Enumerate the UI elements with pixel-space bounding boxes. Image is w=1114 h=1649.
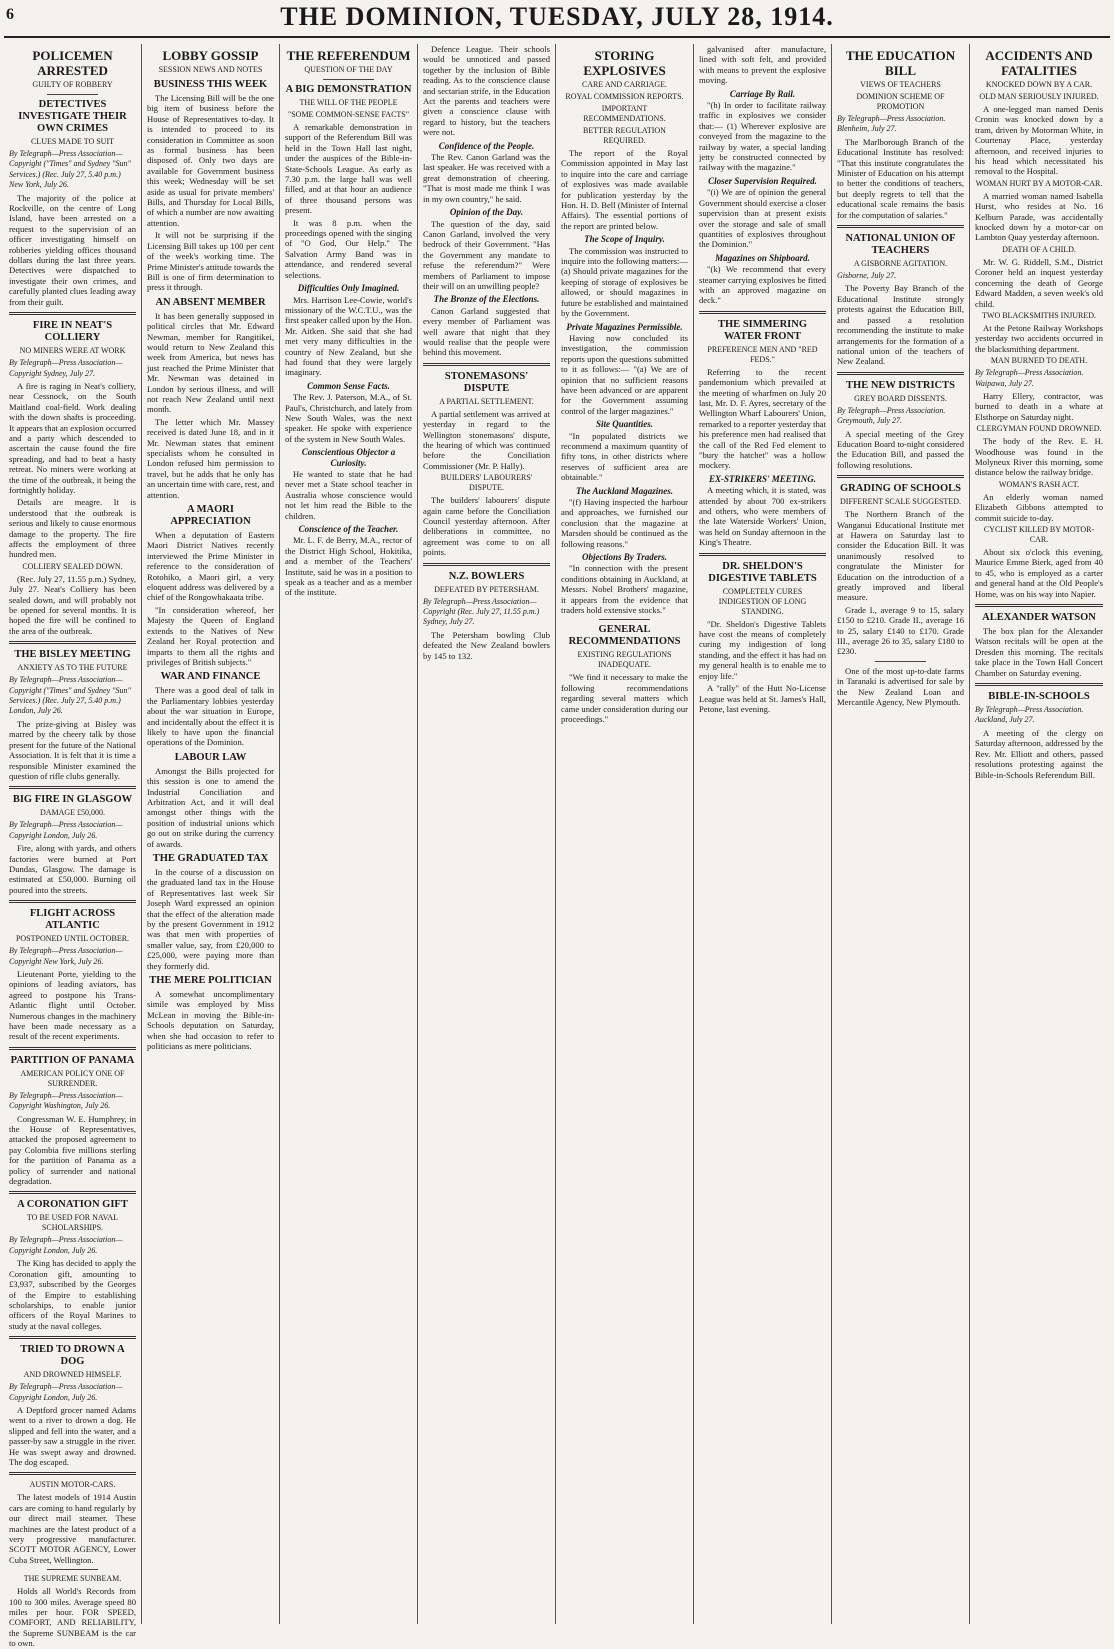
masthead-rule bbox=[4, 36, 1110, 38]
divider bbox=[47, 94, 98, 95]
article-paragraph: There was a good deal of talk in the Parliamentary lobbies yesterday about the war situation in Europe, and incidentally about the effect it is likely to have upon the financial operations of the Dominion. bbox=[147, 685, 274, 748]
subheadline: A GISBORNE AGITATION. bbox=[853, 259, 948, 269]
article-paragraph: The commission was instructed to inquire into the following matters:— (a) Should private magazines for the keeping of storage of explosives be allowed, or should magazines in future be established and maintained by the Government. bbox=[561, 245, 688, 319]
divider bbox=[9, 641, 136, 644]
article-paragraph: The Rev. J. Paterson, M.A., of St. Paul's, Christchurch, and lately from New South Wales, was the next speaker. He spoke with experience of the system in New South Wales. bbox=[285, 392, 412, 444]
divider bbox=[599, 619, 650, 620]
headline: DETECTIVES INVESTIGATE THEIR OWN CRIMES bbox=[18, 99, 127, 134]
article-paragraph: "In connection with the present conditions obtaining in Auckland, at Messrs. Nobel Brothers' magazine, it appears from the evidence that traders hold extensive stocks." bbox=[561, 563, 688, 616]
article-paragraph: A "rally" of the Hutt No-License League was held at St. James's Hall, Petone, last evening. bbox=[699, 683, 826, 714]
article-paragraph: The Rev. Canon Garland was the last speaker. He was received with a great demonstration of cheering. "That is most made me think I was in my own country," he said. bbox=[423, 152, 550, 204]
article-paragraph: "Dr. Sheldon's Digestive Tablets have cost the means of completely curing my indigestion of long standing, and the effect it has had on my general health is to enable me to enjoy life." bbox=[699, 618, 826, 681]
dateline: By Telegraph—Press Association—Copyright (Rec. July 27, 11.55 p.m.) Sydney, July 27. bbox=[423, 596, 540, 627]
divider bbox=[9, 312, 136, 315]
article-paragraph: Defence League. Their schools would be unnoticed and passed together by the inclusion of Bible reading. As to the conscience clause and sectarian strife, in the Education Act the parents and teachers were given a conscience clause with regard to history, but the teachers were not. bbox=[423, 44, 550, 138]
column-2 bbox=[142, 44, 280, 1624]
article-paragraph: Fire, along with yards, and others factories were burned at Port Dundas, Glasgow. The damage is estimated at £50,000. Burning oil poured into the streets. bbox=[9, 843, 136, 895]
divider bbox=[423, 363, 550, 366]
subheadline: TWO BLACKSMITHS INJURED. bbox=[982, 310, 1096, 320]
headline: BIBLE-IN-SCHOOLS bbox=[988, 691, 1090, 703]
article-paragraph: A meeting of the clergy on Saturday afternoon, addressed by the Rev. Mr. Elliott and others, passed resolutions protesting against the Bible-in-Schools Referendum Bill. bbox=[975, 727, 1103, 780]
headline: THE REFERENDUM bbox=[286, 48, 411, 63]
subheadline: AND DROWNED HIMSELF. bbox=[23, 1370, 122, 1380]
column-4 bbox=[418, 44, 556, 1624]
masthead bbox=[0, 0, 1114, 40]
subheadline: POSTPONED UNTIL OCTOBER. bbox=[15, 934, 130, 944]
section-heading: Private Magazines Permissible. bbox=[566, 321, 683, 332]
divider bbox=[9, 786, 136, 789]
article-paragraph: (Rec. July 27, 11.55 p.m.) Sydney, July 27. Neat's Colliery has been sealed down, and will probably not be opened for several months. It is hoped the fire will be confined to the area of the outbreak. bbox=[9, 573, 136, 636]
divider bbox=[875, 661, 926, 662]
article-paragraph: galvanised after manufacture, lined with soft felt, and provided with means to prevent the explosive moving. bbox=[699, 44, 826, 86]
advertisement-heading: AUSTIN MOTOR-CARS. bbox=[29, 1480, 116, 1490]
article-paragraph: The Marlborough Branch of the Educational Institute has resolved: "That this institute congratulates the Minister of Education on his attempt to better the conditions of teachers, but deeply regrets to tell that the educational scale remains the basis for the computation of salaries." bbox=[837, 136, 964, 220]
article-paragraph: A partial settlement was arrived at yesterday in regard to the Wellington stonemasons' dispute, the hearing of which was continued before the Conciliation Commissioner (Mr. P. Hally). bbox=[423, 408, 550, 471]
subheadline: AMERICAN POLICY ONE OF SURRENDER. bbox=[20, 1068, 125, 1088]
article-paragraph: Mrs. Harrison Lee-Cowie, world's missionary of the W.C.T.U., was the first speaker called upon by the Hon. Mr. Aitken. She said that she had met very many difficulties in the country of New Zealand, but she had found that they were largely imaginary. bbox=[285, 294, 412, 378]
newspaper-title: THE DOMINION, TUESDAY, JULY 28, 1914. bbox=[280, 2, 834, 31]
headline: THE MERE POLITICIAN bbox=[149, 975, 272, 987]
article-paragraph: The prize-giving at Bisley was marred by the cheery talk by those present for the future of the National Association. It is felt that it is time a responsible Minister examined the question of rifle clubs generally. bbox=[9, 718, 136, 781]
dateline: By Telegraph—Press Association. Blenheim, July 27. bbox=[837, 114, 946, 134]
subheadline: COLLIERY SEALED DOWN. bbox=[22, 561, 123, 571]
subheadline: QUESTION OF THE DAY bbox=[304, 65, 393, 74]
subheadline: OLD MAN SERIOUSLY INJURED. bbox=[979, 92, 1099, 101]
subheadline: CARE AND CARRIAGE. bbox=[581, 80, 668, 89]
headline: THE BISLEY MEETING bbox=[14, 649, 131, 661]
column-5 bbox=[556, 44, 694, 1624]
headline: TRIED TO DROWN A DOG bbox=[20, 1344, 125, 1368]
headline: N.Z. BOWLERS bbox=[448, 570, 525, 582]
subheadline: THE WILL OF THE PEOPLE bbox=[299, 98, 398, 107]
advertisement-text: Holds all World's Records from 100 to 300 miles. Average speed 80 miles per hour. FOR SPEED, COMFORT, AND RELIABILITY, the Supreme SUNBEAM is the car to own. bbox=[9, 1586, 136, 1649]
divider bbox=[323, 79, 374, 80]
headline: LABOUR LAW bbox=[174, 751, 247, 763]
divider bbox=[975, 683, 1103, 686]
article-paragraph: The body of the Rev. E. H. Woodhouse was found in the Molyneux River this morning, some distance below the railway bridge. bbox=[975, 436, 1103, 478]
article-paragraph: In the course of a discussion on the graduated land tax in the House of Representatives last week Sir Joseph Ward expressed an opinion that the effect of the alteration made by the present Government in 1912 was that men with properties of smaller value, say, from £20,000 to £25,000, were paying more than they formerly did. bbox=[147, 867, 274, 971]
subheadline: CLUES MADE TO SUIT bbox=[30, 137, 115, 146]
article-paragraph: The Northern Branch of the Wanganui Educational Institute met at Hawera on Saturday last to consider the Education Bill. It was unanimously resolved to congratulate the Minister for Education on the introduction of a greatly improved and liberal measure. bbox=[837, 509, 964, 603]
headline: FIRE IN NEAT'S COLLIERY bbox=[32, 320, 113, 344]
article-paragraph: "(i) We are of opinion the general Government should exercise a closer supervision than at present exists over the storage and sale of small quantities of explosives throughout the Dominion." bbox=[699, 187, 826, 250]
subheadline: WOMAN'S RASH ACT. bbox=[998, 479, 1080, 489]
article-paragraph: He wanted to state that he had never met a State school teacher in Australia whose conscience would not let him read the Bible to the children. bbox=[285, 469, 412, 521]
article-paragraph: It will not be surprising if the Licensing Bill takes up 100 per cent of the week's working time. The Prime Minister's attitude towards the Bill is one of firm determination to press it through. bbox=[147, 230, 274, 293]
headline: NATIONAL UNION OF TEACHERS bbox=[845, 233, 956, 257]
subheadline: DOMINION SCHEME OF PROMOTION bbox=[856, 92, 945, 111]
article-paragraph: A special meeting of the Grey Education Board to-night considered the Education Bill, and passed the following resolutions. bbox=[837, 428, 964, 470]
subheadline: DEATH OF A CHILD. bbox=[1002, 244, 1076, 254]
article-paragraph: A meeting which, it is stated, was attended by about 700 ex-strikers and others, who were members of the late Waterside Workers' Union, was held on Sunday afternoon in the King's Theatre. bbox=[699, 485, 826, 548]
headline: GRADING OF SCHOOLS bbox=[840, 483, 961, 495]
dateline: By Telegraph—Press Association—Copyright ("Times" and Sydney "Sun" Services.) (Rec. July 27, 5.40 p.m.) New York, July 26. bbox=[9, 149, 131, 190]
page-columns bbox=[4, 44, 1110, 1649]
subheadline: TO BE USED FOR NAVAL SCHOLARSHIPS. bbox=[26, 1213, 119, 1233]
dateline: By Telegraph—Press Association—Copyright New York, July 26. bbox=[9, 946, 123, 966]
article-paragraph: "(f) Having inspected the harbour and approaches, we furnished our conclusion that the magazine at Marsden should be continued as the following reasons." bbox=[561, 497, 688, 549]
headline: DR. SHELDON'S DIGESTIVE TABLETS bbox=[708, 560, 817, 584]
article-paragraph: It has been generally supposed in political circles that Mr. Edward Newman, member for Rangitikei, would return to New Zealand this week from America, but news has just reached the Prime Minister that Mr. Newman was detained in London by serious illness, and will not reach New Zealand until next month. bbox=[147, 310, 274, 415]
article-paragraph: Congressman W. E. Humphrey, in the House of Representatives, attacked the proposed agreement to pay Colombia five millions sterling for the partition of Panama as a policy of surrender and national degradation. bbox=[9, 1113, 136, 1187]
subheadline: CLERGYMAN FOUND DROWNED. bbox=[976, 424, 1102, 434]
column-1 bbox=[4, 44, 142, 1649]
headline: POLICEMEN ARRESTED bbox=[32, 48, 113, 78]
article-paragraph: Referring to the recent pandemonium which prevailed at the meeting of wharfmen on July 20 last, Mr. D. F. Ayres, secretary of the Wellington Wharf Labourers' Union, remarked to a reporter yesterday that his preference men had realised that the call of the Red Fed element to "bury the hatchet" was a hollow mockery. bbox=[699, 366, 826, 471]
section-heading: Carriage By Rail. bbox=[729, 88, 796, 99]
column-3 bbox=[280, 44, 418, 1624]
section-heading: The Bronze of the Elections. bbox=[433, 294, 540, 305]
article-paragraph: Canon Garland suggested that every member of Parliament was well aware that night that they would realise that the people were behind this movement. bbox=[423, 305, 550, 358]
section-heading: Common Sense Facts. bbox=[307, 380, 390, 391]
divider bbox=[47, 1569, 98, 1570]
article-paragraph: One of the most up-to-date farms in Taranaki is advertised for sale by the New Zealand Loan and Mercantile Agency, New Plymouth. bbox=[837, 665, 964, 708]
dateline: By Telegraph—Press Association—Copyright ("Times" and Sydney "Sun" Services.) (Rec. July 27, 5.40 p.m.) London, July 26. bbox=[9, 675, 131, 716]
divider bbox=[9, 1191, 136, 1194]
section-heading: Difficulties Only Imagined. bbox=[297, 283, 400, 294]
dateline: Gisborne, July 27. bbox=[837, 271, 897, 281]
article-paragraph: Mr. L. F. de Berry, M.A., rector of the District High School, Hokitika, and a member of the Teachers' Institute, said he was in a position to speak as a teacher and as a member of the institute. bbox=[285, 535, 412, 598]
article-paragraph: Amongst the Bills projected for this session is one to amend the Industrial Conciliation and Arbitration Act, and it will deal amongst other things with the position of industrial unions which go out on strike during the currency of awards. bbox=[147, 765, 274, 849]
article-paragraph: The report of the Royal Commission appointed in May last to inquire into the care and carriage of explosives was made available for publication yesterday by the Hon. H. D. Bell (Minister of Internal Affairs). The essential portions of the report are printed below. bbox=[561, 148, 688, 231]
subheadline: BUILDERS' LABOURERS' DISPUTE. bbox=[440, 473, 533, 493]
column-7 bbox=[832, 44, 970, 1624]
headline: GENERAL RECOMMENDATIONS bbox=[568, 624, 681, 648]
advertisement-heading: THE SUPREME SUNBEAM. bbox=[23, 1574, 122, 1584]
headline: STONEMASONS' DISPUTE bbox=[444, 370, 529, 394]
headline: PARTITION OF PANAMA bbox=[10, 1054, 135, 1066]
article-paragraph: A remarkable demonstration in support of the Referendum Bill was held in the Town Hall last night, under the auspices of the Bible-in-State-Schools League. As early as 7.30 p.m. the large hall was well filled, and at that hour an audience of three thousand persons was present. bbox=[285, 122, 412, 216]
subheadline: BETTER REGULATION REQUIRED. bbox=[583, 126, 666, 145]
divider bbox=[837, 225, 964, 228]
section-heading: Closer Supervision Required. bbox=[708, 175, 817, 186]
article-paragraph: A Deptford grocer named Adams went to a river to drown a dog. He slipped and fell into the water, and a passer-by saw a struggle in the river. He was swept away and drowned. The dog escaped. bbox=[9, 1404, 136, 1467]
dateline: By Telegraph—Press Association. Waipawa, July 27. bbox=[975, 368, 1084, 388]
divider bbox=[837, 372, 964, 375]
subheadline: DAMAGE £50,000. bbox=[39, 808, 106, 818]
headline: LOBBY GOSSIP bbox=[162, 48, 259, 63]
divider bbox=[423, 563, 550, 566]
page-number: 6 bbox=[6, 6, 14, 23]
dateline: By Telegraph—Press Association—Copyright London, July 26. bbox=[9, 1382, 123, 1402]
headline: THE GRADUATED TAX bbox=[152, 853, 269, 864]
headline: THE NEW DISTRICTS bbox=[846, 379, 955, 391]
article-paragraph: The majority of the police at Rockville, on the centre of Long Island, have been arrested on a request to the supervision of an officer investigating himself on robberies yielding offices thousand dollars during the last three years. Detectives were dispatched to investigate their own crimes, and carefully planted clues leading away from their guilt. bbox=[9, 192, 136, 307]
subheadline: A PARTIAL SETTLEMENT. bbox=[439, 396, 534, 406]
dateline: By Telegraph—Press Association—Copyright London, July 26. bbox=[9, 1235, 123, 1255]
article-paragraph: A married woman named Isabella Hurst, who resides at No. 16 Kelburn Parade, was accidentally knocked down by a motor-car on Lambton Quay yesterday afternoon. bbox=[975, 190, 1103, 243]
subheadline: ROYAL COMMISSION REPORTS. bbox=[565, 92, 684, 101]
section-heading: Opinion of the Day. bbox=[449, 207, 524, 218]
divider bbox=[975, 604, 1103, 607]
headline: A CORONATION GIFT bbox=[17, 1199, 128, 1211]
section-heading: Confidence of the People. bbox=[438, 140, 535, 151]
subheadline: SESSION NEWS AND NOTES bbox=[158, 65, 263, 74]
article-paragraph: The letter which Mr. Massey received is dated June 18, and in it Mr. Newman states that eminent specialists whom he consulted in London refused him permission to travel, but he adds that he only has an uncertain time with care, rest, and attention. bbox=[147, 416, 274, 500]
subheadline: DIFFERENT SCALE SUGGESTED. bbox=[840, 497, 961, 507]
dateline: By Telegraph—Press Association—Copyright Washington, July 26. bbox=[9, 1090, 123, 1111]
headline: THE SIMMERING WATER FRONT bbox=[718, 318, 807, 342]
subheadline: IMPORTANT RECOMMENDATIONS. bbox=[583, 104, 666, 123]
headline: BUSINESS THIS WEEK bbox=[153, 79, 268, 90]
article-paragraph: The box plan for the Alexander Watson recitals will be open at the Dresden this morning. The recitals take place in the Town Hall Concert Chamber on Saturday evening. bbox=[975, 626, 1103, 678]
divider bbox=[9, 900, 136, 903]
article-paragraph: When a deputation of Eastern Maori District Natives recently interviewed the Prime Minister in reference to the consideration of Rotohiko, a Maori girl, a very eloquent address was delivered by a chief of the Rongowhakaata tribe. bbox=[147, 530, 274, 603]
headline: A BIG DEMONSTRATION bbox=[285, 84, 412, 95]
headline: BIG FIRE IN GLASGOW bbox=[12, 794, 133, 806]
divider bbox=[9, 1047, 136, 1050]
subheadline: "SOME COMMON-SENSE FACTS" bbox=[287, 110, 410, 119]
subheadline: PREFERENCE MEN AND "RED FEDS." bbox=[707, 344, 818, 364]
section-heading: Conscientious Objector a Curiosity. bbox=[301, 447, 396, 468]
column-8 bbox=[970, 44, 1108, 1624]
divider bbox=[699, 553, 826, 556]
column-6 bbox=[694, 44, 832, 1624]
subheadline: GREY BOARD DISSENTS. bbox=[854, 393, 947, 403]
headline: WAR AND FINANCE bbox=[160, 671, 261, 683]
divider bbox=[9, 1336, 136, 1339]
subheadline: EXISTING REGULATIONS INADEQUATE. bbox=[577, 650, 672, 670]
headline: THE EDUCATION BILL bbox=[845, 48, 956, 78]
section-heading: The Auckland Magazines. bbox=[576, 485, 673, 496]
subheadline: VIEWS OF TEACHERS bbox=[860, 80, 941, 89]
article-paragraph: It was 8 p.m. when the proceedings opened with the singing of "O God, Our Help." The Salvation Army Band was in attendance, and rendered several selections. bbox=[285, 217, 412, 280]
article-paragraph: The builders' labourers' dispute again came before the Conciliation Council yesterday afternoon. After deliberations in committee, no agreement was come to on all points. bbox=[423, 495, 550, 558]
subheadline: WOMAN HURT BY A MOTOR-CAR. bbox=[975, 178, 1103, 188]
article-paragraph: Mr. W. G. Riddell, S.M., District Coroner held an inquest yesterday concerning the death of George Edward Madden, a seven week's old child. bbox=[975, 256, 1103, 309]
dateline: By Telegraph—Press Association—Copyright London, July 26. bbox=[9, 820, 123, 840]
section-heading: Objections By Traders. bbox=[582, 552, 667, 563]
article-paragraph: The Petersham bowling Club defeated the New Zealand bowlers by 145 to 132. bbox=[423, 629, 550, 661]
article-paragraph: A fire is raging in Neat's colliery, near Cessnock, on the South Maitland coal-field. Work dealing with the down shafts is proceeding. It appears that an explosion occurred and a party which descended to ascertain the cause found the fire spreading, and had to beat a hasty retreat. No miners were working at the time of the outbreak, it being the fortnightly holiday. bbox=[9, 380, 136, 495]
dateline: By Telegraph—Press Association—Copyright Sydney, July 27. bbox=[9, 358, 123, 378]
subheadline: MAN BURNED TO DEATH. bbox=[990, 356, 1088, 366]
article-paragraph: The Poverty Bay Branch of the Educational Institute strongly protests against the Education Bill, and passed a resolution recommending the institute to make arrangements for the formation of a national union of the teachers of New Zealand. bbox=[837, 283, 964, 367]
divider bbox=[699, 311, 826, 314]
article-paragraph: "In consideration whereof, her Majesty the Queen of England extends to the Natives of New Zealand her Royal protection and imparts to them all the rights and privileges of British subjects." bbox=[147, 604, 274, 667]
article-paragraph: Harry Ellery, contractor, was burned to death in a whare at Elsthorpe on Saturday night. bbox=[975, 390, 1103, 422]
article-paragraph: Having now concluded its investigation, the commission reports upon the questions submitted to it as follows:— "(a) We are of opinion that no sufficient reasons have been advanced or are apparent for the Government assuming control of the larger magazines." bbox=[561, 332, 688, 416]
article-paragraph: The question of the day, said Canon Garland, involved the very bedrock of their Government. "Has the Government any mandate to refuse the referendum?" Were members of Parliament to impose their will on an unwilling people? bbox=[423, 218, 550, 291]
dateline: By Telegraph—Press Association. Auckland, July 27. bbox=[975, 705, 1084, 725]
section-heading: Magazines on Shipboard. bbox=[715, 252, 810, 263]
subheadline: KNOCKED DOWN BY A CAR. bbox=[985, 80, 1093, 89]
article-paragraph: "We find it necessary to make the following recommendations regarding several matters which came under consideration during our proceedings." bbox=[561, 672, 688, 725]
article-paragraph: Lieutenant Porte, yielding to the opinions of leading aviators, has agreed to postpone his Trans-Atlantic flight until October. Numerous changes in the machinery have been made necessary as a result of the recent experiments. bbox=[9, 968, 136, 1042]
article-paragraph: Details are meagre. It is understood that the outbreak is serious and likely to cause enormous damage to the property. The fire affects the employment of three hundred men. bbox=[9, 497, 136, 560]
article-paragraph: "(k) We recommend that every steamer carrying explosives be fitted with an approved magazine on deck." bbox=[699, 264, 826, 306]
article-paragraph: "(h) In order to facilitate railway traffic in explosives we consider that:— (1) Wherever explosive are conveyed from the magazine to the railway by water, a special landing jetty be constructed connected by railway with the magazine." bbox=[699, 100, 826, 173]
dateline: By Telegraph—Press Association. Greymouth, July 27. bbox=[837, 405, 946, 426]
article-paragraph: At the Petone Railway Workshops yesterday two accidents occurred in the blacksmithing department. bbox=[975, 322, 1103, 354]
article-paragraph: A somewhat uncomplimentary simile was employed by Miss McLean in moving the Bible-in-Schools deputation on Saturday, when she had occasion to refer to politicians as mere politicians. bbox=[147, 989, 274, 1052]
headline: ACCIDENTS AND FATALITIES bbox=[985, 48, 1093, 78]
headline: AN ABSENT MEMBER bbox=[155, 296, 266, 308]
headline: ALEXANDER WATSON bbox=[982, 612, 1096, 624]
article-paragraph: "In populated districts we recommend a maximum quantity of fifty tons, in other districts where reserves of sufficient area are obtainable." bbox=[561, 430, 688, 483]
section-heading: The Scope of Inquiry. bbox=[584, 234, 665, 245]
article-paragraph: Grade I., average 9 to 15, salary £150 to £210. Grade II., average 16 to 25, salary £140 to £170. Grade III., average 26 to 35, salary £180 to £230. bbox=[837, 604, 964, 657]
advertisement-text: The latest models of 1914 Austin cars are coming to hand regularly by our direct mail steamer. These machines are the latest product of a very progressive manufacturer. SCOTT MOTOR AGENCY, Lower Cuba Street, Wellington. bbox=[9, 1492, 136, 1565]
divider bbox=[9, 1472, 136, 1475]
section-heading: EX-STRIKERS' MEETING. bbox=[708, 473, 817, 484]
article-paragraph: An elderly woman named Elizabeth Gibbons attempted to commit suicide to-day. bbox=[975, 491, 1103, 523]
subheadline: DEFEATED BY PETERSHAM. bbox=[434, 584, 539, 594]
section-heading: Conscience of the Teacher. bbox=[298, 524, 399, 535]
headline: STORING EXPLOSIVES bbox=[583, 48, 666, 78]
article-paragraph: A one-legged man named Denis Cronin was knocked down by a tram, driven by Motorman White, in Courtenay Place, yesterday afternoon, and received injuries to his head which necessitated his removal to the Hospital. bbox=[975, 104, 1103, 177]
subheadline: ANXIETY AS TO THE FUTURE bbox=[17, 663, 128, 673]
subheadline: NO MINERS WERE AT WORK bbox=[19, 346, 126, 356]
article-paragraph: The King has decided to apply the Coronation gift, amounting to £3,937, subscribed by the Georges of the Empire to establishing scholarships, to enable junior officers of the Royal Marines to study at the naval colleges. bbox=[9, 1258, 136, 1331]
headline: FLIGHT ACROSS ATLANTIC bbox=[29, 908, 116, 932]
subheadline: CYCLIST KILLED BY MOTOR-CAR. bbox=[983, 525, 1095, 544]
section-heading: Site Quantities. bbox=[595, 419, 653, 430]
article-paragraph: The Licensing Bill will be the one big item of business before the House of Representatives to-day. It is intended to proceed to its consideration in Committee as soon as formal business has been disposed of. Only two days are available for Government business this week; Wednesday will be set aside as usual for private members' Bills, and Thursday for Local Bills, of which a number are now awaiting attention. bbox=[147, 93, 274, 228]
subheadline: COMPLETELY CURES INDIGESTION OF LONG STANDING. bbox=[718, 586, 807, 616]
subheadline: GUILTY OF ROBBERY bbox=[32, 80, 113, 89]
article-paragraph: About six o'clock this evening, Maurice Emme Bierk, aged from 40 to 45, who is employed as a carter and general hand at the Old People's Home, was on his way into Napier. bbox=[975, 547, 1103, 599]
divider bbox=[837, 475, 964, 478]
headline: A MAORI APPRECIATION bbox=[170, 504, 251, 528]
